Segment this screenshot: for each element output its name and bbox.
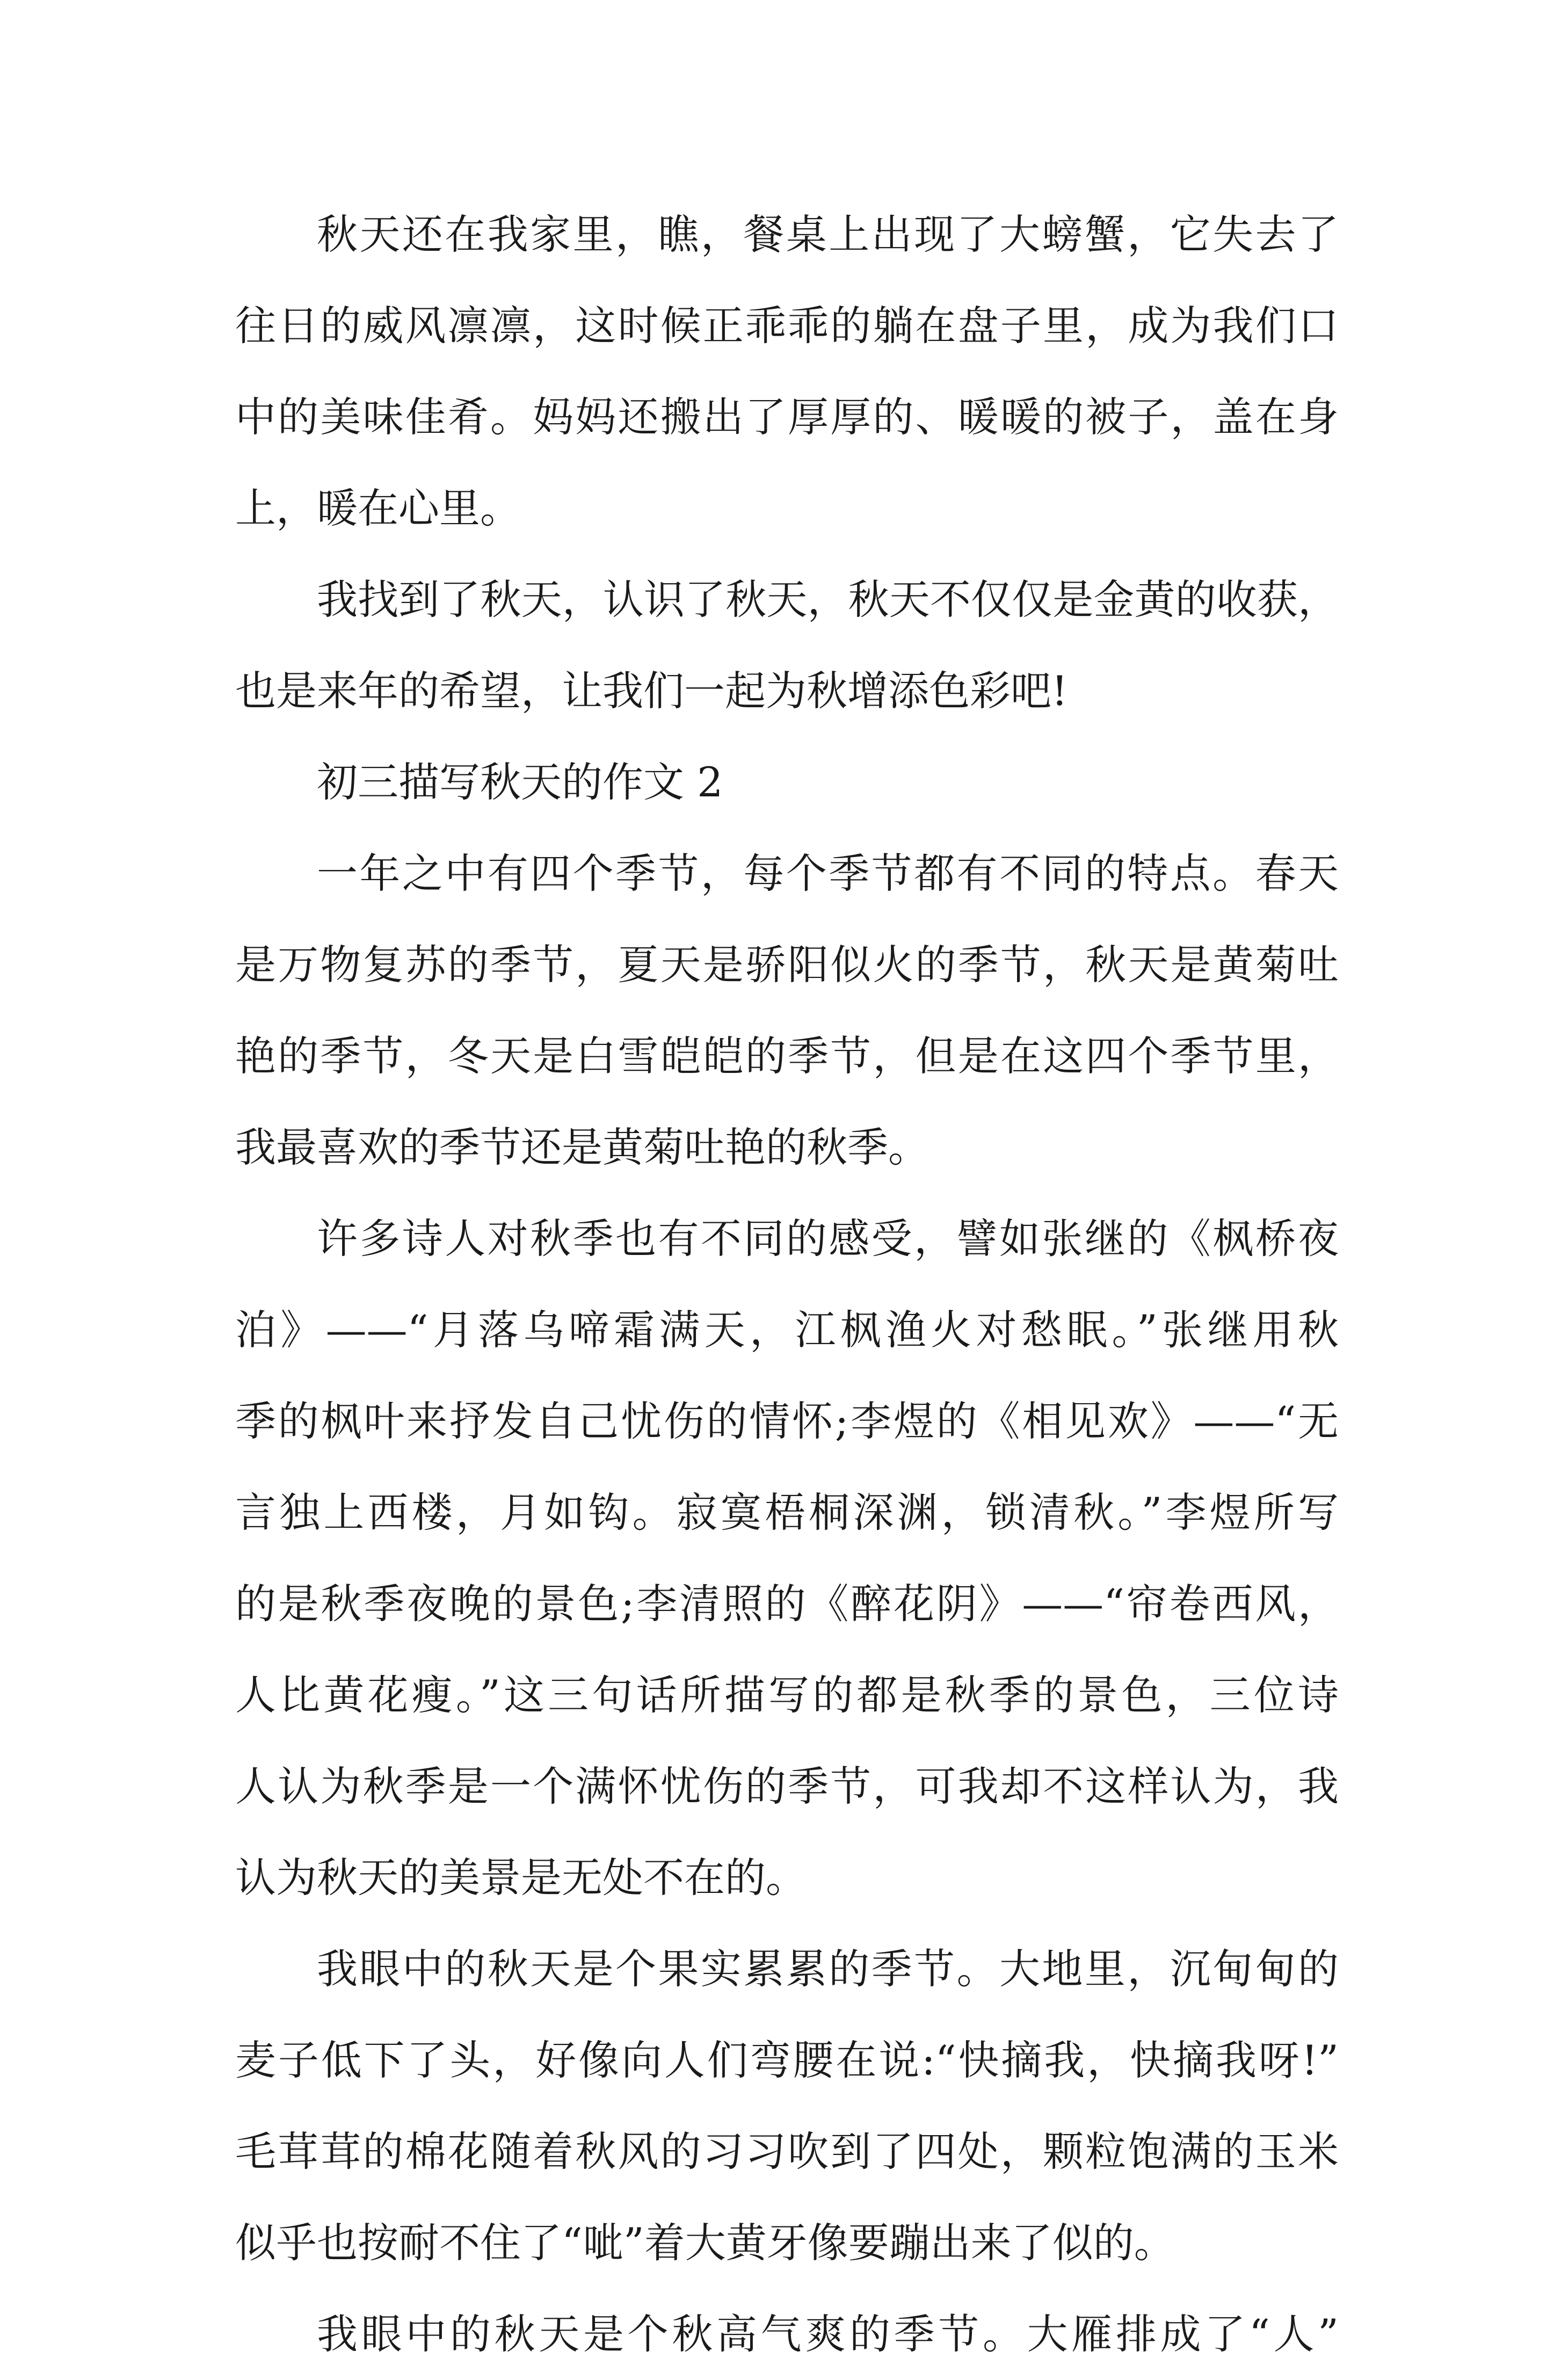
paragraph-line: 认为秋天的美景是无处不在的。 (235, 1854, 807, 1902)
paragraph-line: 我眼中的秋天是个秋高气爽的季节。大雁排成了“人” (317, 2310, 1339, 2358)
paragraph-line: 人比黄花瘦。”这三句话所描写的都是秋季的景色，三位诗 (235, 1671, 1339, 1719)
paragraph-line: 一年之中有四个季节，每个季节都有不同的特点。春天 (317, 850, 1339, 897)
paragraph-line: 的是秋季夜晚的景色;李清照的《醉花阴》——“帘卷西风， (235, 1580, 1339, 1628)
paragraph-line: 毛茸茸的棉花随着秋风的习习吹到了四处，颗粒饱满的玉米 (235, 2128, 1339, 2175)
paragraph-line: 艳的季节，冬天是白雪皑皑的季节，但是在这四个季节里， (235, 1032, 1339, 1080)
paragraph-line: 往日的威风凛凛，这时候正乖乖的躺在盘子里，成为我们口 (235, 302, 1339, 350)
paragraph-line: 麦子低下了头，好像向人们弯腰在说:“快摘我，快摘我呀!” (235, 2036, 1339, 2084)
paragraph-line: 我找到了秋天，认识了秋天，秋天不仅仅是金黄的收获， (317, 576, 1339, 623)
paragraph-line: 似乎也按耐不住了“呲”着大黄牙像要蹦出来了似的。 (235, 2219, 1175, 2267)
paragraph-line: 季的枫叶来抒发自己忧伤的情怀;李煜的《相见欢》——“无 (235, 1397, 1339, 1445)
paragraph-line: 人认为秋季是一个满怀忧伤的季节，可我却不这样认为，我 (235, 1762, 1339, 1810)
paragraph-line: 也是来年的希望，让我们一起为秋增添色彩吧! (235, 667, 1068, 715)
paragraph-line: 中的美味佳肴。妈妈还搬出了厚厚的、暖暖的被子，盖在身 (235, 393, 1339, 441)
paragraph-line: 我眼中的秋天是个果实累累的季节。大地里，沉甸甸的 (317, 1945, 1339, 1993)
paragraph-line: 上，暖在心里。 (235, 484, 521, 532)
paragraph-line: 我最喜欢的季节还是黄菊吐艳的秋季。 (235, 1123, 929, 1171)
paragraph-line: 秋天还在我家里，瞧，餐桌上出现了大螃蟹，它失去了 (317, 211, 1339, 258)
essay-subtitle: 初三描写秋天的作文 2 (317, 758, 723, 806)
paragraph-line: 言独上西楼，月如钩。寂寞梧桐深渊，锁清秋。”李煜所写 (235, 1489, 1339, 1536)
paragraph-line: 许多诗人对秋季也有不同的感受，譬如张继的《枫桥夜 (317, 1215, 1339, 1262)
paragraph-line: 泊》——“月落乌啼霜满天，江枫渔火对愁眠。”张继用秋 (235, 1306, 1339, 1354)
paragraph-line: 是万物复苏的季节，夏天是骄阳似火的季节，秋天是黄菊吐 (235, 941, 1339, 989)
essay-body (235, 189, 1339, 2380)
